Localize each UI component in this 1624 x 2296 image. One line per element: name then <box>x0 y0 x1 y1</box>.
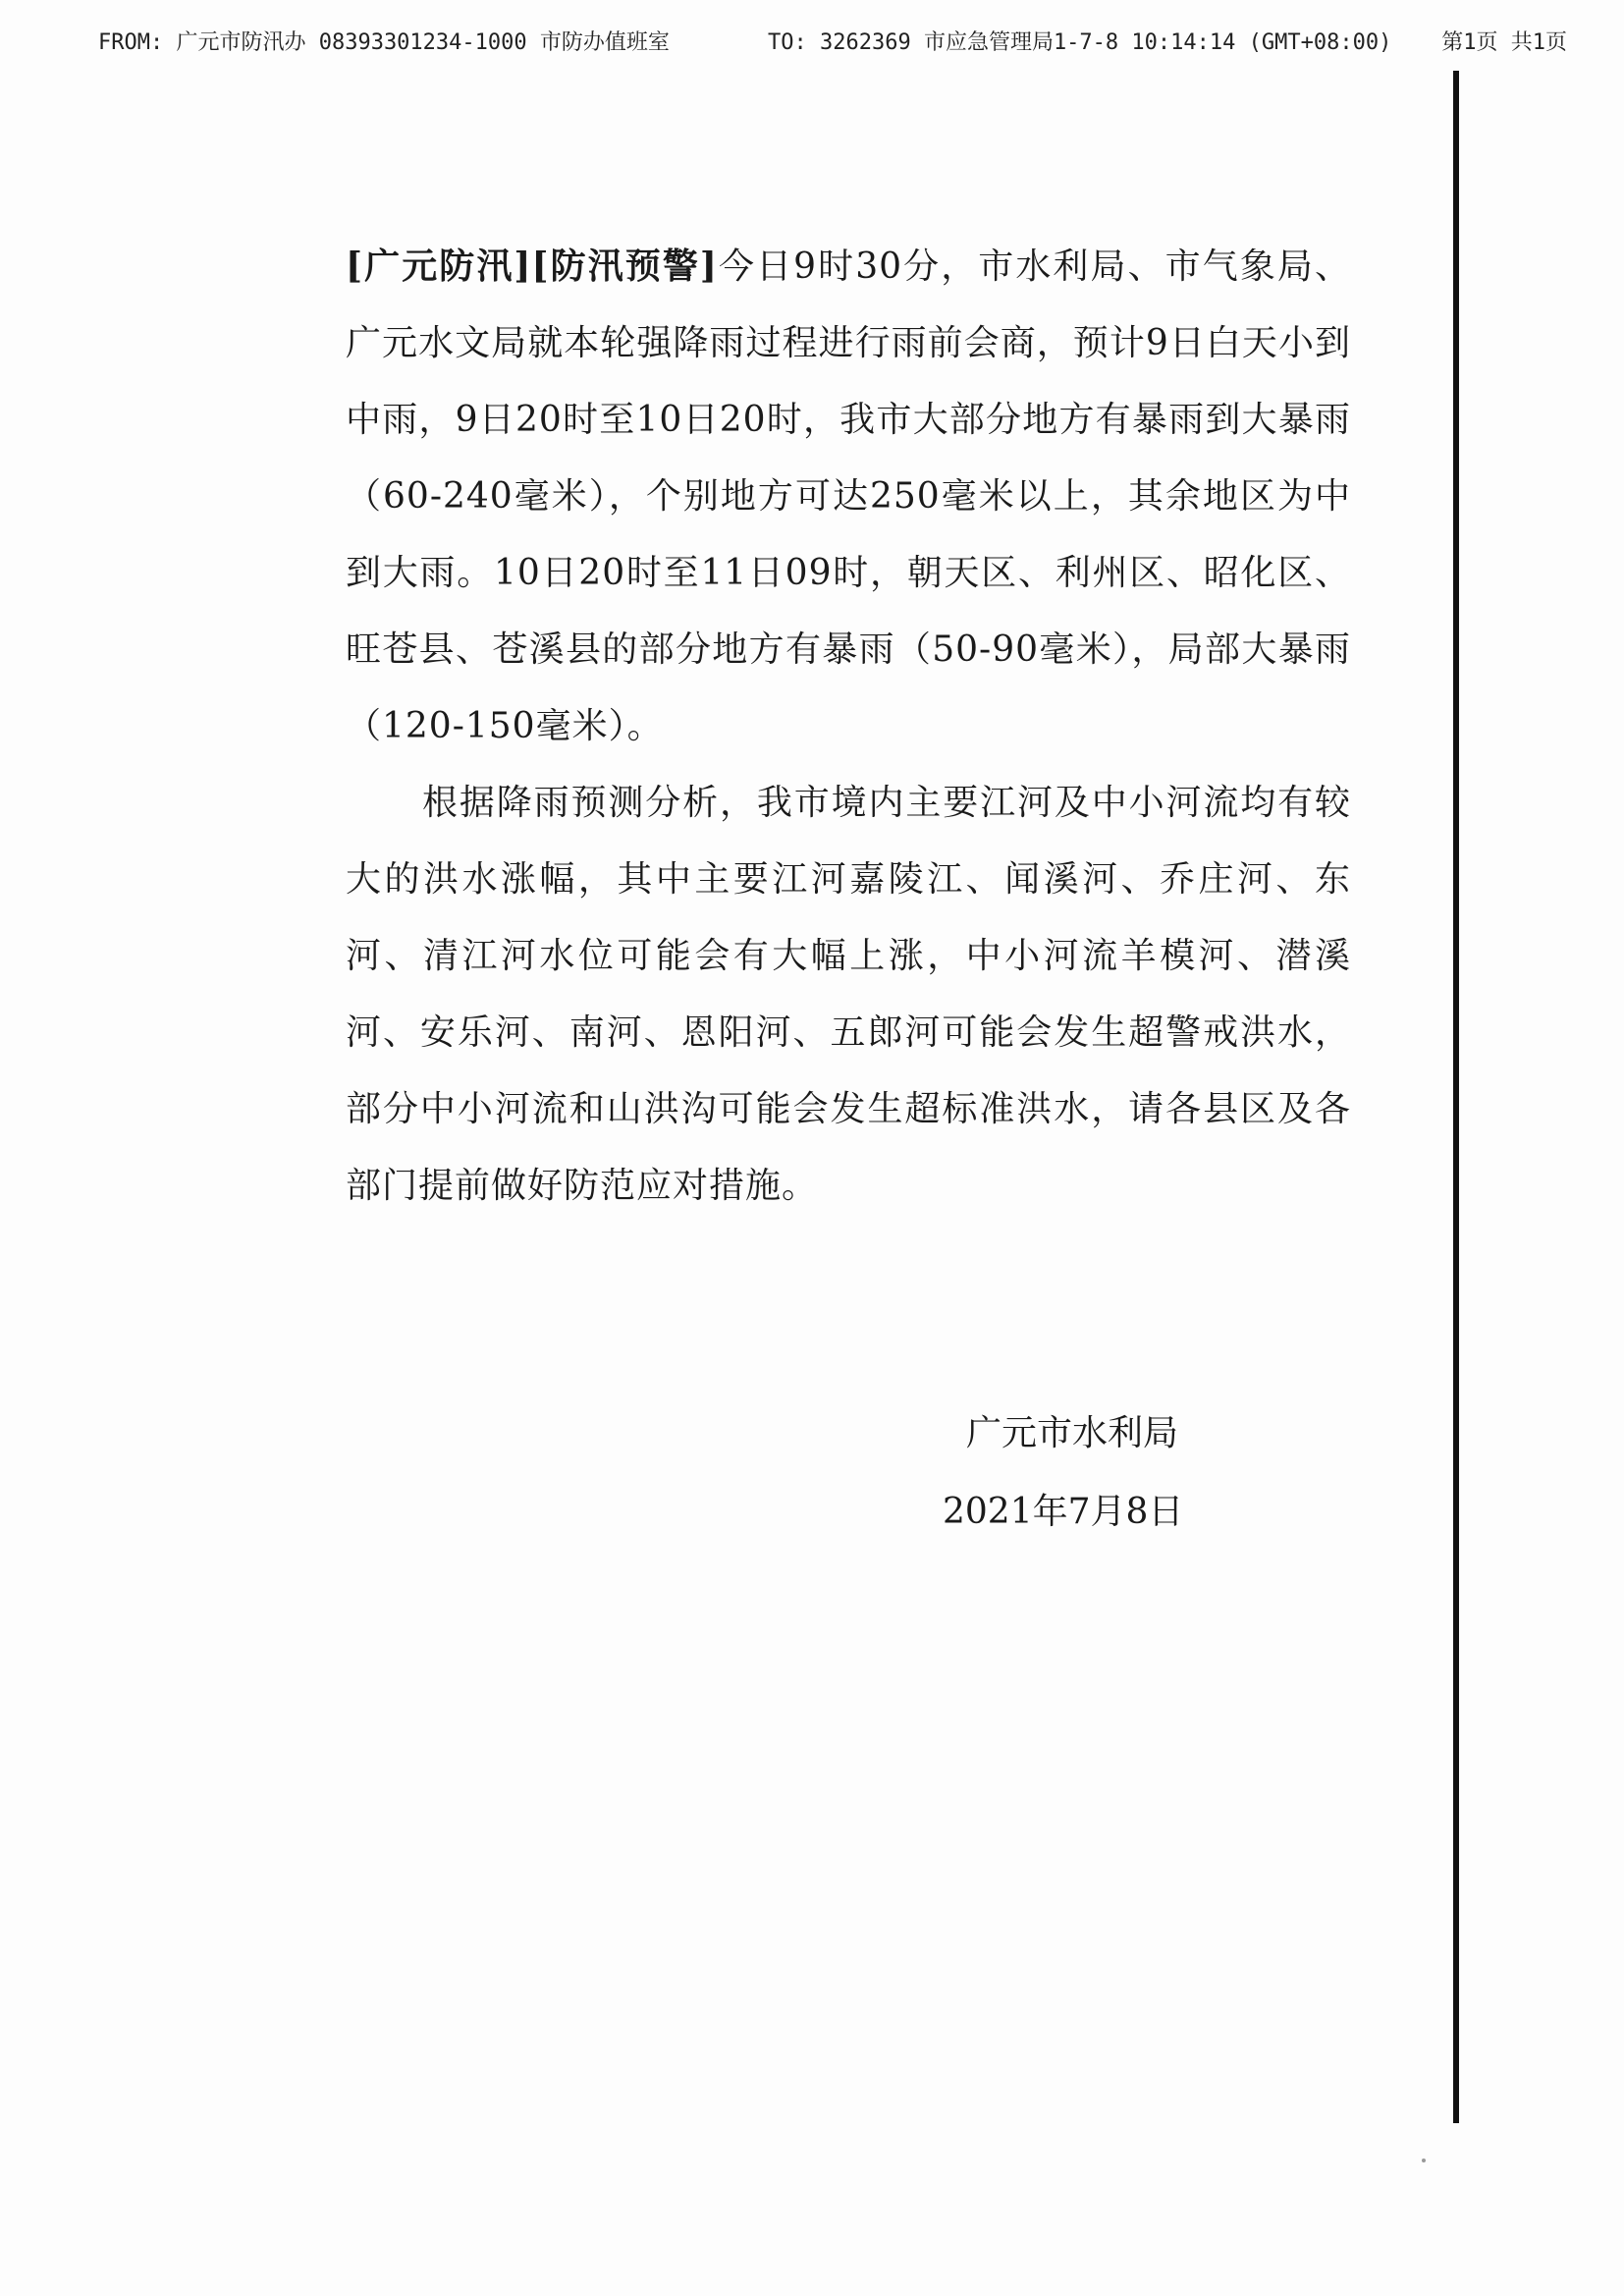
fax-page-number: 第1页 共1页 <box>1441 30 1567 55</box>
notice-paragraph-1 <box>346 228 1351 765</box>
fax-to: TO: 3262369 市应急管理局1-7-8 10:14:14 (GMT+08:00) <box>768 30 1392 55</box>
notice-body <box>346 228 1351 1225</box>
signature-organization: 广元市水利局 <box>966 1413 1179 1453</box>
paragraph-2-text: 根据降雨预测分析，我市境内主要江河及中小河流均有较大的洪水涨幅，其中主要江河嘉陵江、闻溪河、乔庄河、东河、清江河水位可能会有大幅上涨，中小河流羊模河、潜溪河、安乐河、南河、恩阳河、五郎河可能会发生超警戒洪水，部分中小河流和山洪沟可能会发生超标准洪水，请各县区及各部门提前做好防范应对措施。 <box>346 783 1351 1206</box>
signature-block <box>943 1394 1276 1552</box>
fax-header <box>98 26 1567 59</box>
tag-warning: [防汛预警] <box>531 246 718 287</box>
scan-speck <box>1422 2159 1426 2162</box>
notice-paragraph-2 <box>346 765 1351 1225</box>
tag-office: [广元防汛] <box>346 246 532 287</box>
fax-from: FROM: 广元市防汛办 08393301234-1000 市防办值班室 <box>98 30 670 55</box>
paragraph-1-text: 今日9时30分，市水利局、市气象局、广元水文局就本轮强降雨过程进行雨前会商，预计9日白天小到中雨，9日20时至10日20时，我市大部分地方有暴雨到大暴雨（60-240毫米），个别地方可达250毫米以上，其余地区为中到大雨。10日20时至11日09时，朝天区、利州区、昭化区、旺苍县、苍溪县的部分地方有暴雨（50-90毫米），局部大暴雨（120-150毫米）。 <box>346 246 1351 746</box>
signature-date: 2021年7月8日 <box>943 1492 1184 1532</box>
scan-edge-line <box>1453 71 1459 2123</box>
